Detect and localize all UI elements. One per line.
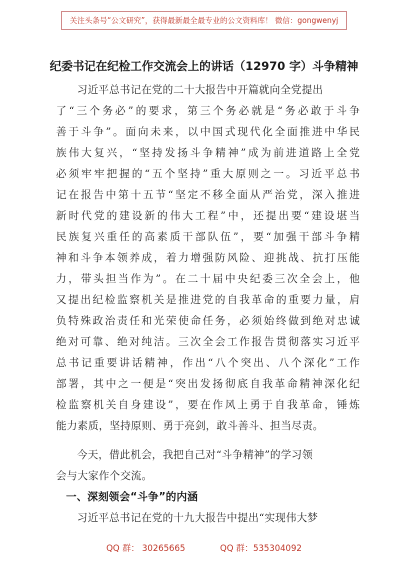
section-heading: 一、深刻领会“斗争”的内涵 <box>66 491 198 503</box>
paragraph-gap <box>56 437 360 445</box>
document-title: 纪委书记在纪检工作交流会上的讲话（12970 字）斗争精神 <box>49 59 359 73</box>
body-line: 习近平总书记在党的十九大报告中提出“实现伟大梦 <box>77 512 318 524</box>
body-line: 民族复兴重任的高素质干部队伍”，要“加强干部斗争精 <box>56 231 360 243</box>
body-line: 力，带头担当作为”。在二十届中央纪委三次全会上，他 <box>56 273 360 285</box>
footer-qq-group-2: QQ 群：535304092 <box>220 544 302 554</box>
body-line: 善于斗争”。面向未来，以中国式现代化全面推进中华民 <box>56 126 360 138</box>
footer-contact <box>0 542 408 554</box>
body-line: 绝对可靠、绝对纯洁。三次全会工作报告贯彻落实习近平 <box>56 336 360 348</box>
body-line: 必须牢牢把握的“五个坚持”重大原则之一。习近平总书 <box>56 168 360 180</box>
body-line: 今天，借此机会，我把自己对“斗争精神”的学习领 <box>77 449 313 461</box>
banner-notice: 关注头条号“公文研究”，获得最新最全最专业的公文资料库！ 微信：gongwenyj <box>61 11 348 30</box>
body-line: 又提出纪检监察机关是推进党的自我革命的重要力量，肩 <box>56 294 360 306</box>
body-line: 神和斗争本领养成，着力增强防风险、迎挑战、抗打压能 <box>56 252 360 264</box>
footer-qq-group-1: QQ 群： 30265665 <box>106 544 186 554</box>
body-line: 部署，其中之一便是“突出发扬彻底自我革命精神深化纪 <box>56 378 360 390</box>
header-banner <box>0 8 408 30</box>
body-line: 新时代党的建设新的伟大工程”中，还提出要“建设堪当 <box>56 210 360 222</box>
body-line: 记在报告中第十五节“坚定不移全面从严治党，深入推进 <box>56 189 360 201</box>
body-line: 族伟大复兴，“坚持发扬斗争精神”成为前进道路上全党 <box>56 147 360 159</box>
body-line: 负特殊政治责任和光荣使命任务，必须始终做到绝对忠诚 <box>56 315 360 327</box>
body-line: 能力素质，坚持原则、勇于亮剑，敢斗善斗、担当尽责。 <box>56 420 324 432</box>
body-line: 总书记重要讲话精神，作出“八个突出、八个深化”工作 <box>56 357 360 369</box>
body-line: 习近平总书记在党的二十大报告中开篇就向全党提出 <box>77 84 324 96</box>
body-line: 会与大家作个交流。 <box>56 470 153 482</box>
body-line: 检监察机关自身建设”，要在作风上勇于自我革命，锤炼 <box>56 399 360 411</box>
document-body <box>56 80 360 529</box>
body-line: 了“三个务必”的要求，第三个务必就是“务必敢于斗争 <box>56 105 360 117</box>
